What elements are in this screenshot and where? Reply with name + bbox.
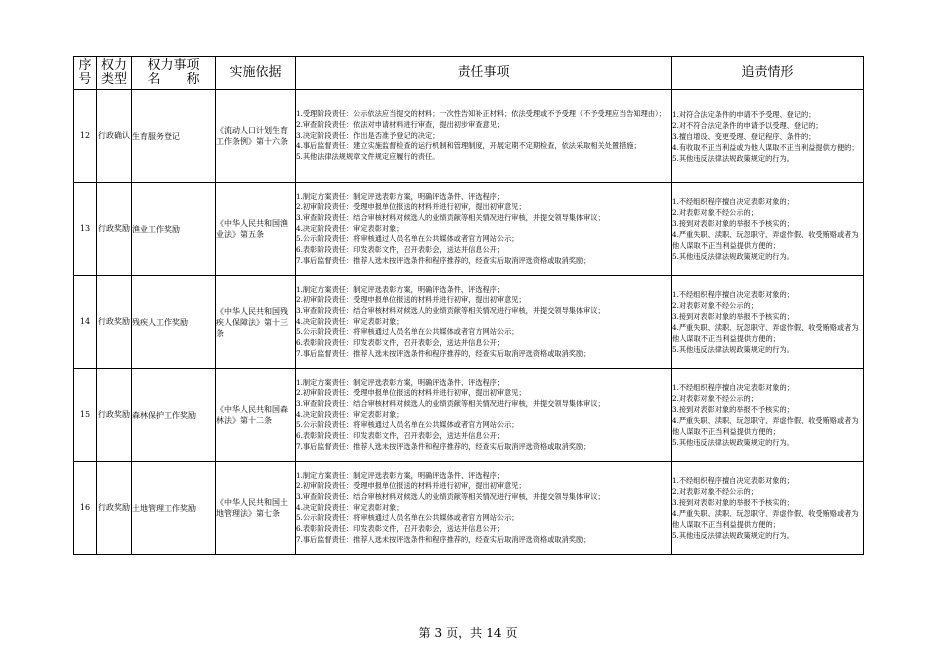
accountability-line: 1.不经组织程序擅自决定表彰对象的；	[672, 197, 794, 206]
responsibility-line: 1.受理阶段责任：公示依法应当提交的材料；一次性告知补正材料；依法受理或不予受理（不予受理应当告知理由）；	[296, 109, 666, 119]
row-responsibility	[296, 90, 672, 183]
responsibility-line: 4.决定阶段责任：审定表彰对象；	[296, 223, 404, 233]
responsibility-line: 5.公示阶段责任：将审核通过人员名单在公共媒体或者官方网站公示；	[296, 234, 519, 244]
header-type: 权力 类型	[97, 57, 132, 90]
responsibility-line: 1.制定方案责任：制定评选表彰方案，明确评选条件、评选程序；	[296, 284, 505, 294]
header-basis: 实施依据	[216, 57, 296, 90]
header-item-name: 权力事项 名 称	[132, 57, 216, 90]
row-item-name: 渔业工作奖励	[132, 183, 216, 276]
table-row	[74, 90, 864, 183]
responsibility-line: 6.表彰阶段责任：印发表彰文件，召开表彰会，送达并信息公开；	[296, 338, 505, 348]
responsibility-line: 4.决定阶段责任：审定表彰对象；	[296, 502, 404, 512]
row-type: 行政奖励	[97, 369, 132, 462]
page-footer: 第 3 页，共 14 页	[418, 626, 518, 640]
table-header-row	[74, 57, 864, 90]
row-basis: 《中华人民共和国土地管理法》第七条	[216, 462, 296, 555]
responsibility-line: 4.决定阶段责任：审定表彰对象；	[296, 409, 404, 419]
responsibility-line: 5.其他法律法规规章文件规定应履行的责任。	[296, 152, 440, 162]
accountability-line: 5.其他违反法律法规政策规定的行为。	[672, 252, 794, 261]
row-seq: 12	[74, 90, 97, 183]
row-accountability	[672, 276, 864, 369]
accountability-line: 2.对表彰对象不经公示的；	[672, 487, 758, 496]
accountability-line: 4.严重失职、渎职、玩忽职守、弄虚作假、收受贿赂或者为他人谋取不正当利益提供方便的；	[672, 230, 859, 250]
responsibility-line: 1.制定方案责任：制定评选表彰方案，明确评选条件、评选程序；	[296, 470, 505, 480]
accountability-line: 1.不经组织程序擅自决定表彰对象的；	[672, 383, 794, 392]
responsibility-line: 5.公示阶段责任：将审核通过人员名单在公共媒体或者官方网站公示；	[296, 513, 519, 523]
responsibility-line: 7.事后监督责任：推荐人选未按评选条件和程序推荐的，经查实后取消评选资格或取消奖励；	[296, 348, 591, 358]
row-accountability	[672, 90, 864, 183]
accountability-line: 1.不经组织程序擅自决定表彰对象的；	[672, 290, 794, 299]
accountability-line: 5.其他违反法律法规政策规定的行为。	[672, 153, 794, 163]
responsibility-line: 5.公示阶段责任：将审核通过人员名单在公共媒体或者官方网站公示；	[296, 327, 519, 337]
responsibility-line: 2.初审阶段责任：受理申报单位报送的材料并进行初审，提出初审意见；	[296, 295, 526, 305]
responsibility-line: 7.事后监督责任：推荐人选未按评选条件和程序推荐的，经查实后取消评选资格或取消奖励；	[296, 441, 591, 451]
responsibility-line: 1.制定方案责任：制定评选表彰方案，明确评选条件、评选程序；	[296, 191, 505, 201]
responsibility-line: 3.审查阶段责任：结合审核材料对候选人的业绩贡献等相关情况进行审核，并提交领导集体审议；	[296, 305, 605, 315]
page-total: 14	[486, 626, 502, 640]
responsibility-line: 7.事后监督责任：推荐人选未按评选条件和程序推荐的，经查实后取消评选资格或取消奖励；	[296, 255, 591, 265]
row-type: 行政奖励	[97, 183, 132, 276]
row-responsibility	[296, 462, 672, 555]
header-accountability: 追责情形	[672, 57, 864, 90]
responsibility-line: 2.初审阶段责任：受理申报单位报送的材料并进行初审，提出初审意见；	[296, 388, 526, 398]
accountability-line: 4.严重失职、渎职、玩忽职守、弄虚作假、收受贿赂或者为他人谋取不正当利益提供方便的；	[672, 416, 859, 436]
accountability-line: 3.接到对表彰对象的举报不予核实的；	[672, 498, 794, 507]
responsibility-line: 6.表彰阶段责任：印发表彰文件，召开表彰会，送达并信息公开；	[296, 245, 505, 255]
responsibility-line: 2.初审阶段责任：受理申报单位报送的材料并进行初审，提出初审意见；	[296, 481, 526, 491]
accountability-line: 2.对表彰对象不经公示的；	[672, 301, 758, 310]
table-row	[74, 462, 864, 555]
responsibility-line: 7.事后监督责任：推荐人选未按评选条件和程序推荐的，经查实后取消评选资格或取消奖励；	[296, 534, 591, 544]
accountability-line: 5.其他违反法律法规政策规定的行为。	[672, 345, 794, 354]
accountability-line: 3.擅自增设、变更受理、登记程序、条件的；	[672, 131, 816, 141]
accountability-line: 2.对不符合法定条件的申请予以受理、登记的；	[672, 120, 823, 130]
table-row	[74, 276, 864, 369]
accountability-line: 3.接到对表彰对象的举报不予核实的；	[672, 312, 794, 321]
power-list-table	[73, 56, 864, 555]
accountability-line: 2.对表彰对象不经公示的；	[672, 394, 758, 403]
row-seq: 16	[74, 462, 97, 555]
row-responsibility	[296, 276, 672, 369]
row-item-name: 森林保护工作奖励	[132, 369, 216, 462]
row-seq: 13	[74, 183, 97, 276]
row-item-name: 生育服务登记	[132, 90, 216, 183]
responsibility-line: 5.公示阶段责任：将审核通过人员名单在公共媒体或者官方网站公示；	[296, 420, 519, 430]
table-row	[74, 369, 864, 462]
accountability-line: 1.对符合法定条件的申请不予受理、登记的；	[672, 109, 816, 119]
row-responsibility	[296, 369, 672, 462]
row-basis: 《中华人民共和国渔业法》第五条	[216, 183, 296, 276]
accountability-line: 5.其他违反法律法规政策规定的行为。	[672, 531, 794, 540]
row-accountability	[672, 183, 864, 276]
table-row	[74, 183, 864, 276]
responsibility-line: 4.事后监督责任：建立实施监督检查的运行机制和管理制度，开展定期不定期检查，依法采取相关处置措施；	[296, 141, 641, 151]
row-type: 行政奖励	[97, 462, 132, 555]
row-accountability	[672, 462, 864, 555]
row-item-name: 残疾人工作奖励	[132, 276, 216, 369]
accountability-line: 5.其他违反法律法规政策规定的行为。	[672, 438, 794, 447]
responsibility-line: 6.表彰阶段责任：印发表彰文件，召开表彰会，送达并信息公开；	[296, 431, 505, 441]
row-seq: 14	[74, 276, 97, 369]
responsibility-line: 6.表彰阶段责任：印发表彰文件，召开表彰会，送达并信息公开；	[296, 524, 505, 534]
responsibility-line: 4.决定阶段责任：审定表彰对象；	[296, 316, 404, 326]
row-accountability	[672, 369, 864, 462]
responsibility-line: 3.审查阶段责任：结合审核材料对候选人的业绩贡献等相关情况进行审核，并提交领导集体审议；	[296, 398, 605, 408]
accountability-line: 1.不经组织程序擅自决定表彰对象的；	[672, 476, 794, 485]
responsibility-line: 3.审查阶段责任：结合审核材料对候选人的业绩贡献等相关情况进行审核，并提交领导集体审议；	[296, 212, 605, 222]
responsibility-line: 3.审查阶段责任：结合审核材料对候选人的业绩贡献等相关情况进行审核，并提交领导集体审议；	[296, 491, 605, 501]
row-type: 行政确认	[97, 90, 132, 183]
responsibility-line: 2.初审阶段责任：受理申报单位报送的材料并进行初审，提出初审意见；	[296, 202, 526, 212]
page-current: 3	[434, 626, 443, 640]
row-type: 行政奖励	[97, 276, 132, 369]
row-basis: 《中华人民共和国森林法》第十二条	[216, 369, 296, 462]
row-item-name: 土地管理工作奖励	[132, 462, 216, 555]
responsibility-line: 1.制定方案责任：制定评选表彰方案，明确评选条件、评选程序；	[296, 377, 505, 387]
accountability-line: 2.对表彰对象不经公示的；	[672, 208, 758, 217]
row-basis: 《中华人民共和国残疾人保障法》第十三条	[216, 276, 296, 369]
header-seq: 序 号	[74, 57, 97, 90]
accountability-line: 3.接到对表彰对象的举报不予核实的；	[672, 219, 794, 228]
accountability-line: 4.有收取不正当利益或为他人谋取不正当利益提供方便的；	[672, 142, 859, 152]
accountability-line: 4.严重失职、渎职、玩忽职守、弄虚作假、收受贿赂或者为他人谋取不正当利益提供方便的；	[672, 323, 859, 343]
responsibility-line: 3.决定阶段责任：作出是否准予登记的决定；	[296, 130, 440, 140]
row-responsibility	[296, 183, 672, 276]
accountability-line: 3.接到对表彰对象的举报不予核实的；	[672, 405, 794, 414]
header-responsibility: 责任事项	[296, 57, 672, 90]
accountability-line: 4.严重失职、渎职、玩忽职守、弄虚作假、收受贿赂或者为他人谋取不正当利益提供方便的；	[672, 509, 859, 529]
row-seq: 15	[74, 369, 97, 462]
responsibility-line: 2.审查阶段责任：依法对申请材料进行审查，提出初步审查意见；	[296, 119, 505, 129]
row-basis: 《流动人口计划生育工作条例》第十六条	[216, 90, 296, 183]
